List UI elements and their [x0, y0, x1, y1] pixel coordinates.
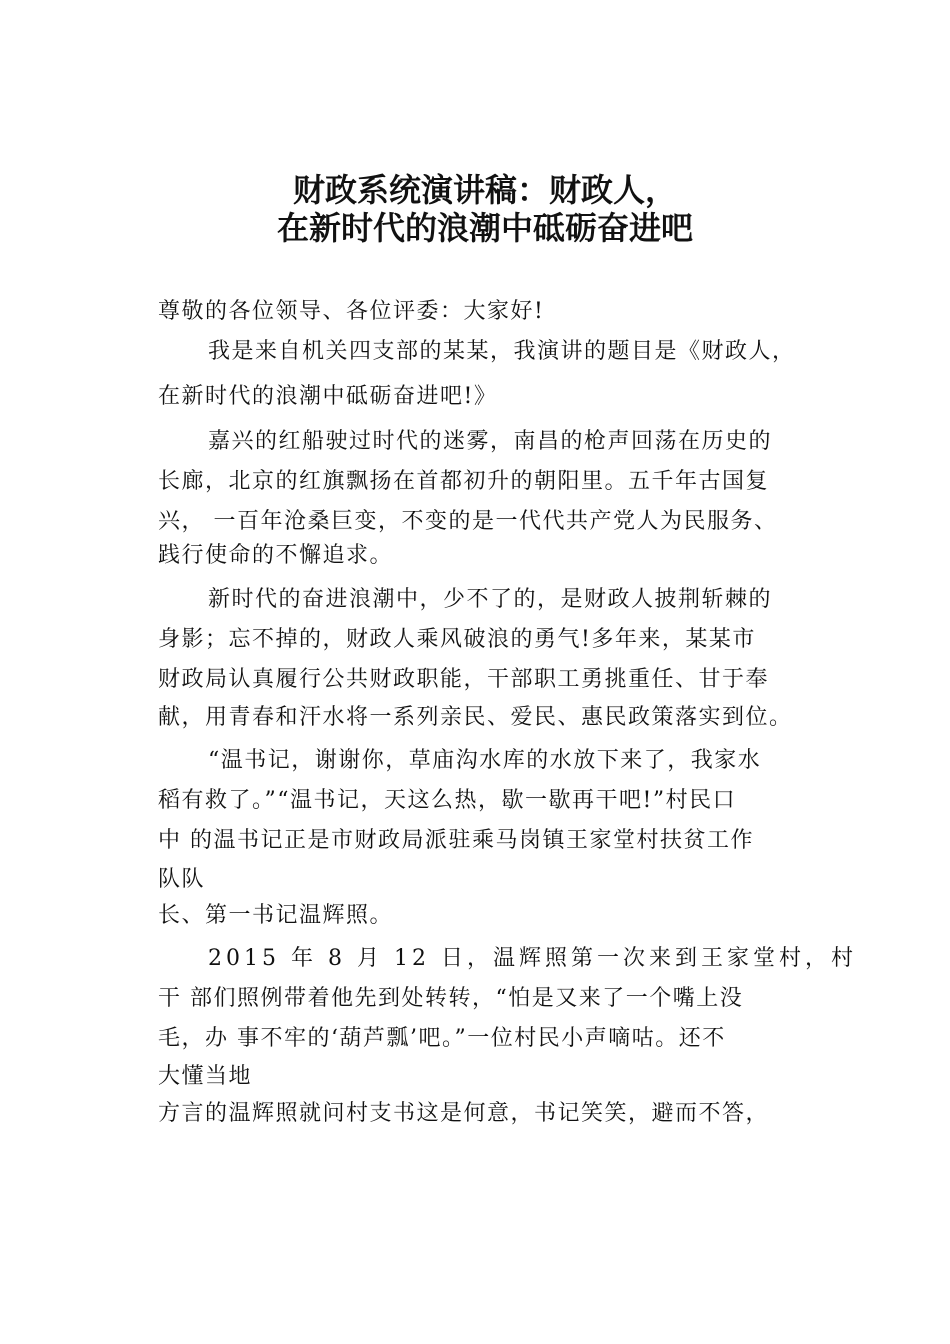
document-title-line-1: 财政系统演讲稿：财政人， — [292, 171, 677, 209]
salutation-line: 尊敬的各位领导、各位评委：大家好! — [158, 299, 545, 324]
body-line: 2015 年 8 月 12 日，温辉照第一次来到王家堂村，村 — [208, 946, 857, 971]
body-line: 长、第一书记温辉照。 — [158, 903, 394, 928]
body-line: 身影；忘不掉的，财政人乘风破浪的勇气!多年来，某某市 — [158, 627, 756, 652]
body-line: 中 的温书记正是市财政局派驻乘马岗镇王家堂村扶贫工作 — [158, 828, 754, 853]
body-line: 财政局认真履行公共财政职能，干部职工勇挑重任、甘于奉 — [158, 667, 770, 692]
document-title-line-2: 在新时代的浪潮中砥砺奋进吧 — [276, 209, 693, 247]
body-line: 毛，办 事不牢的‘葫芦瓢’吧。”一位村民小声嘀咕。还不 — [158, 1026, 726, 1051]
body-line: 队队 — [158, 867, 206, 892]
body-line: 稻有救了。”“温书记，天这么热，歇一歇再干吧!”村民口 — [158, 788, 737, 813]
body-line: 我是来自机关四支部的某某，我演讲的题目是《财政人， — [208, 339, 796, 364]
body-line: 方言的温辉照就问村支书这是何意，书记笑笑，避而不答， — [158, 1101, 770, 1126]
body-line: 献，用青春和汗水将一系列亲民、爱民、惠民政策落实到位。 — [158, 705, 793, 730]
body-line: 兴， 一百年沧桑巨变，不变的是一代代共产党人为民服务、 — [158, 509, 778, 534]
body-line: 新时代的奋进浪潮中，少不了的，是财政人披荆斩棘的 — [208, 587, 773, 612]
body-line: 践行使命的不懈追求。 — [158, 543, 394, 568]
body-line: 嘉兴的红船驶过时代的迷雾，南昌的枪声回荡在历史的 — [208, 429, 773, 454]
body-line: “温书记，谢谢你，草庙沟水库的水放下来了，我家水 — [208, 748, 762, 773]
body-line: 在新时代的浪潮中砥砺奋进吧!》 — [158, 384, 498, 409]
body-line: 大懂当地 — [158, 1064, 253, 1089]
body-line: 干 部们照例带着他先到处转转，“怕是又来了一个嘴上没 — [158, 986, 744, 1011]
body-line: 长廊，北京的红旗飘扬在首都初升的朝阳里。五千年古国复 — [158, 469, 770, 494]
